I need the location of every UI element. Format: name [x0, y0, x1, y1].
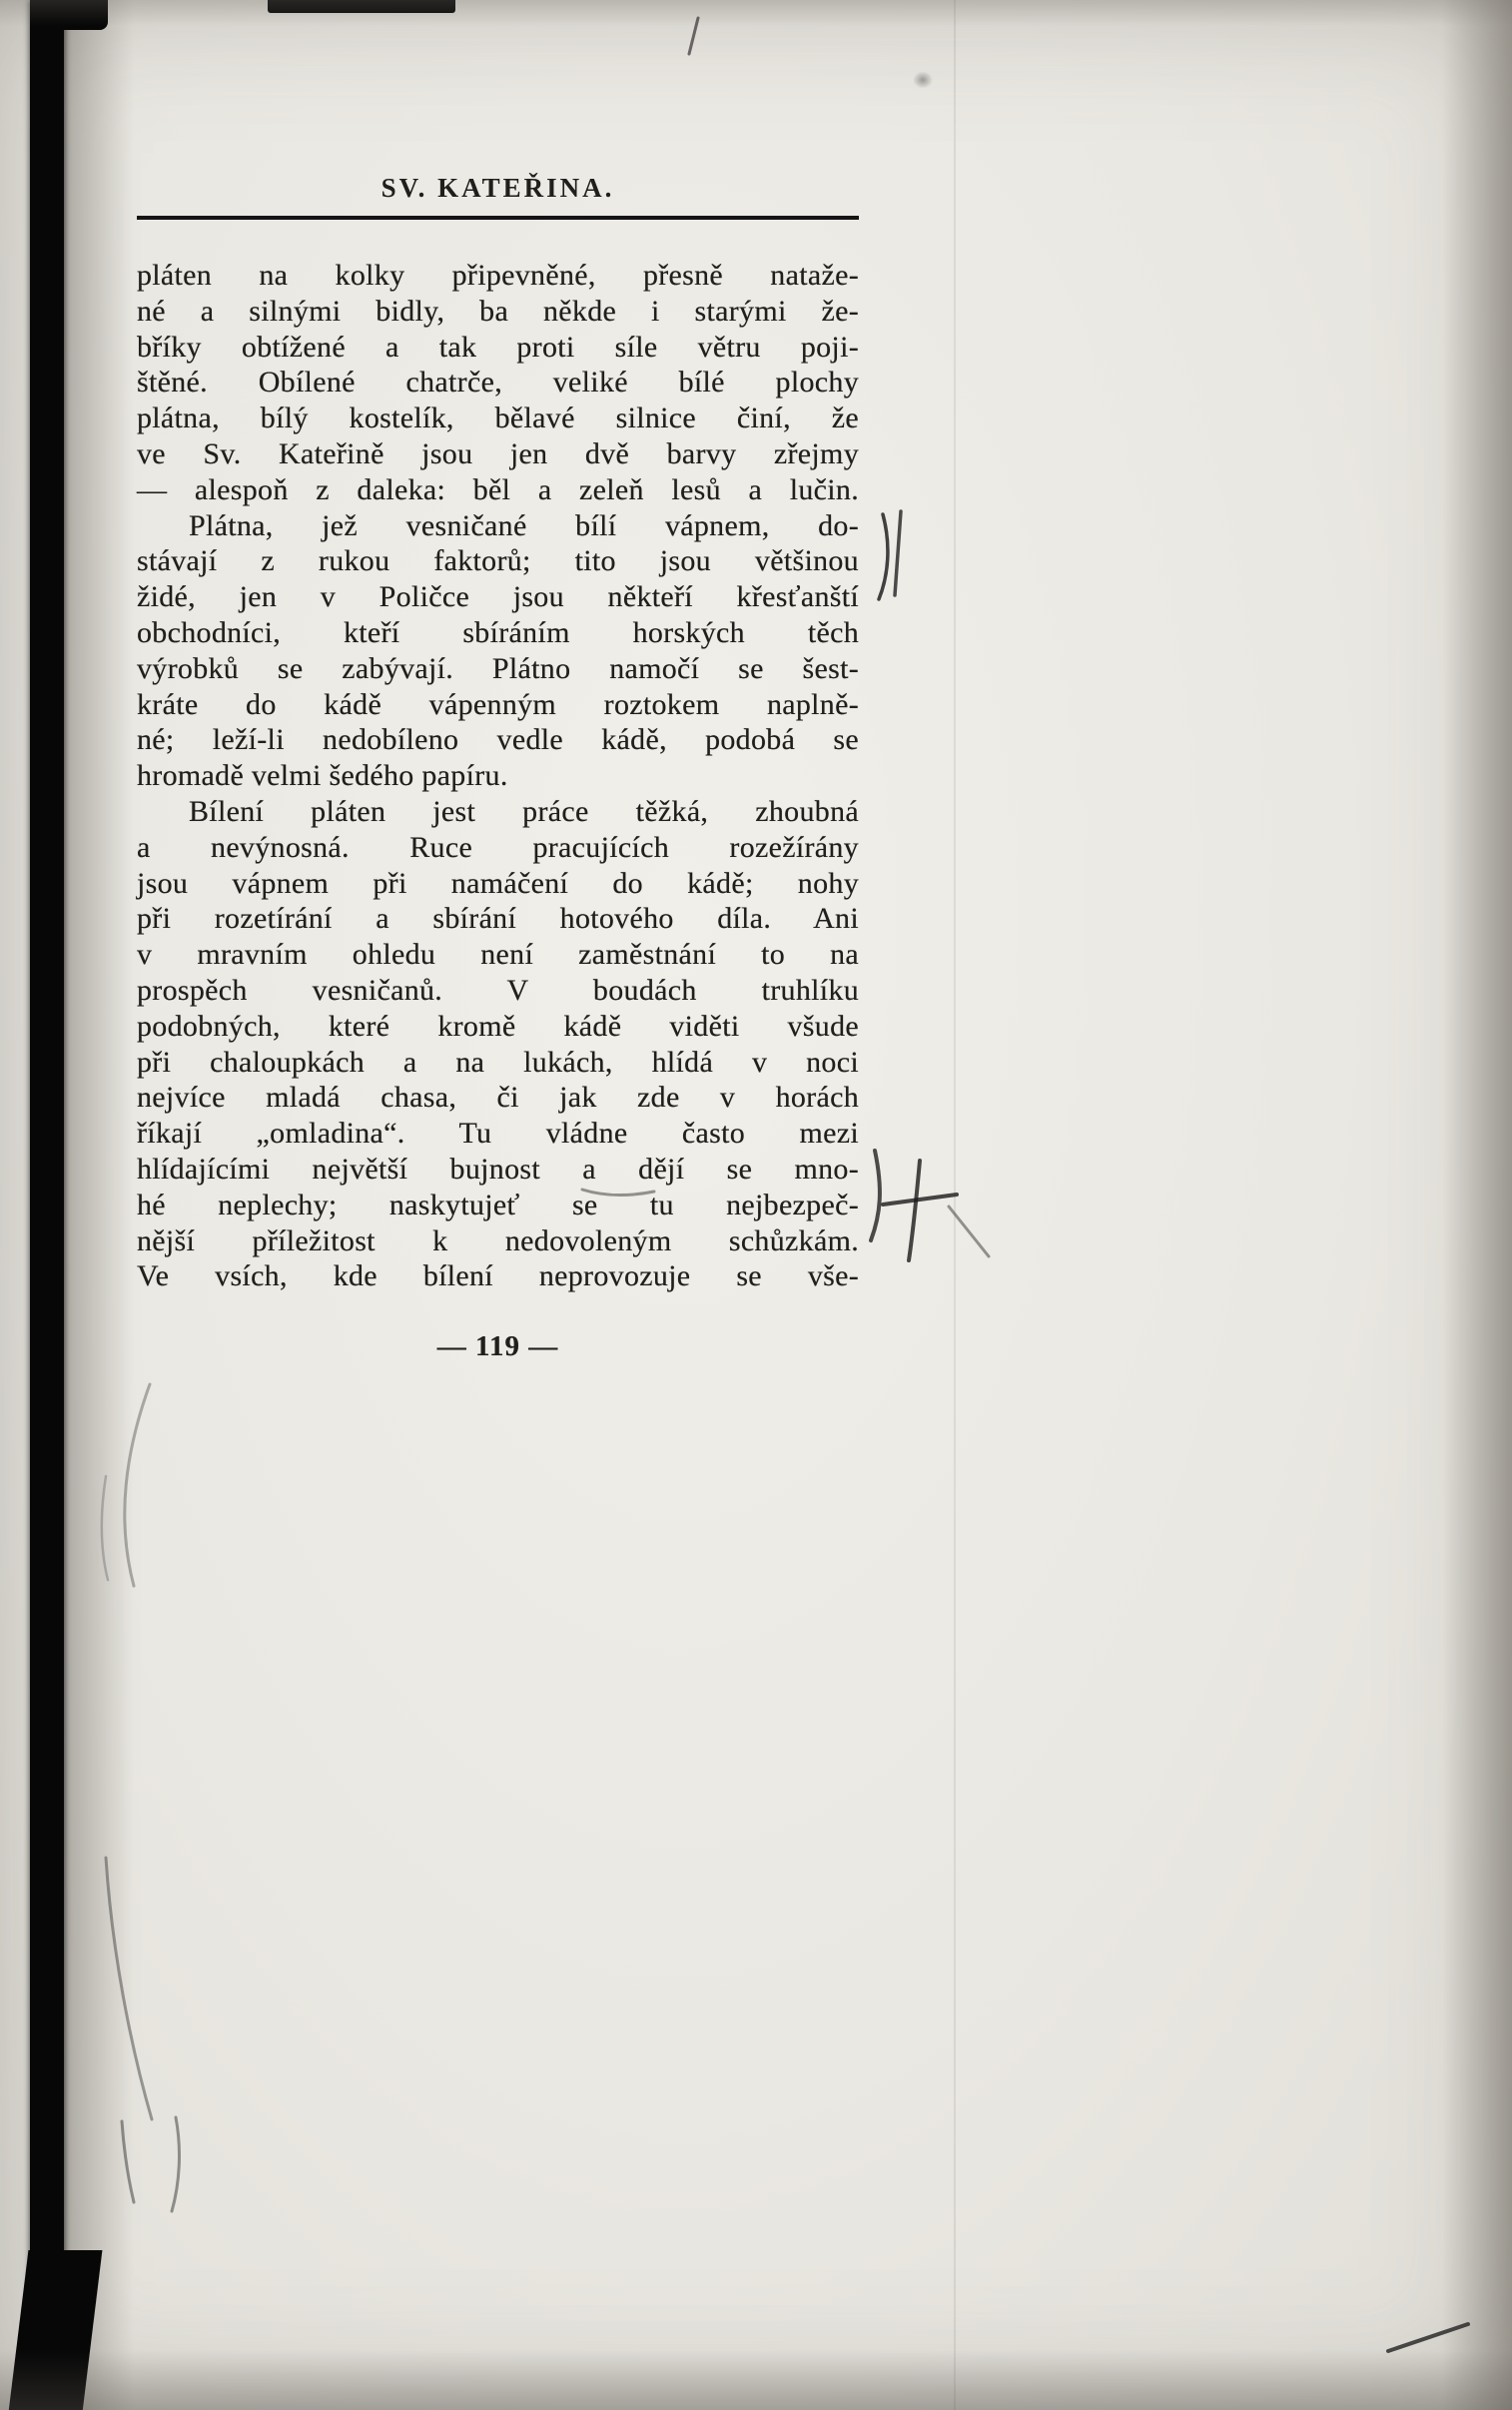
pen-mark: [895, 511, 901, 595]
text-line: hé neplechy; naskytujeť se tu nejbezpeč-: [137, 1188, 859, 1221]
page-number: — 119 —: [436, 1330, 559, 1363]
text-line: kráte do kádě vápenným roztokem naplně-: [137, 687, 859, 721]
top-edge-shading: [0, 0, 1512, 26]
text-line: v mravním ohledu není zaměstnání to na: [137, 938, 859, 972]
text-line: židé, jen v Poličce jsou někteří křesťanští: [137, 580, 859, 614]
pen-mark: [172, 2117, 179, 2211]
text-line: plátna, bílý kostelík, bělavé silnice činí, že: [137, 402, 859, 435]
text-line: bříky obtížené a tak proti síle větru poji-: [137, 330, 859, 364]
ink-smudge: [909, 68, 937, 92]
pen-mark: [879, 514, 888, 599]
text-line: říkají „omladina“. Tu vládne často mezi: [137, 1117, 859, 1151]
running-header: SV. KATEŘINA.: [380, 173, 615, 203]
text-line: né a silnými bidly, ba někde i starými že-: [137, 294, 859, 328]
text-line: Plátna, jež vesničané bílí vápnem, do-: [189, 508, 859, 542]
text-line: výrobků se zabývají. Plátno namočí se šest-: [137, 651, 859, 685]
text-line: pláten na kolky připevněné, přesně nataže-: [137, 259, 859, 292]
binding-edge: [30, 0, 64, 2410]
pen-mark: [883, 1195, 957, 1205]
text-line: štěné. Obílené chatrče, veliké bílé plochy: [137, 366, 859, 400]
text-line: nější příležitost k nedovoleným schůzkám.: [137, 1223, 859, 1257]
header-rule: [137, 216, 859, 220]
page-edge-line: [954, 0, 956, 2410]
text-line: nejvíce mladá chasa, či jak zde v horách: [137, 1081, 859, 1115]
text-line: Ve vsích, kde bílení neprovozuje se vše-: [137, 1259, 859, 1293]
text-line: hlídajícími největší bujnost a dějí se mno-: [137, 1152, 859, 1186]
text-line: — alespoň z daleka: běl a zeleň lesů a lučin.: [137, 472, 859, 506]
text-line: stávají z rukou faktorů; tito jsou většinou: [137, 544, 859, 578]
text-line: podobných, které kromě kádě viděti všude: [137, 1009, 859, 1043]
text-line: obchodníci, kteří sbíráním horských těch: [137, 615, 859, 649]
text-line: Bílení pláten jest práce těžká, zhoubná: [189, 794, 859, 828]
text-line: prospěch vesničanů. V boudách truhlíku: [137, 973, 859, 1007]
page-crease-shadow: [64, 0, 134, 2410]
text-line: hromadě velmi šedého papíru.: [137, 759, 508, 793]
text-line: né; leží-li nedobíleno vedle kádě, podobá se: [137, 723, 859, 757]
pen-mark: [871, 1151, 880, 1240]
text-line: jsou vápnem při namáčení do kádě; nohy: [137, 866, 859, 900]
bottom-edge-shading: [0, 2350, 1512, 2410]
text-line: při rozetírání a sbírání hotového díla. Ani: [137, 902, 859, 936]
text-line: ve Sv. Kateřině jsou jen dvě barvy zřejmy: [137, 436, 859, 470]
text-column: [137, 175, 859, 1363]
body-text: [137, 258, 859, 1294]
right-edge-shading: [1442, 0, 1512, 2410]
text-line: a nevýnosná. Ruce pracujících rozežírány: [137, 830, 859, 864]
text-line: při chaloupkách a na lukách, hlídá v noci: [137, 1045, 859, 1079]
pen-mark: [909, 1161, 920, 1260]
